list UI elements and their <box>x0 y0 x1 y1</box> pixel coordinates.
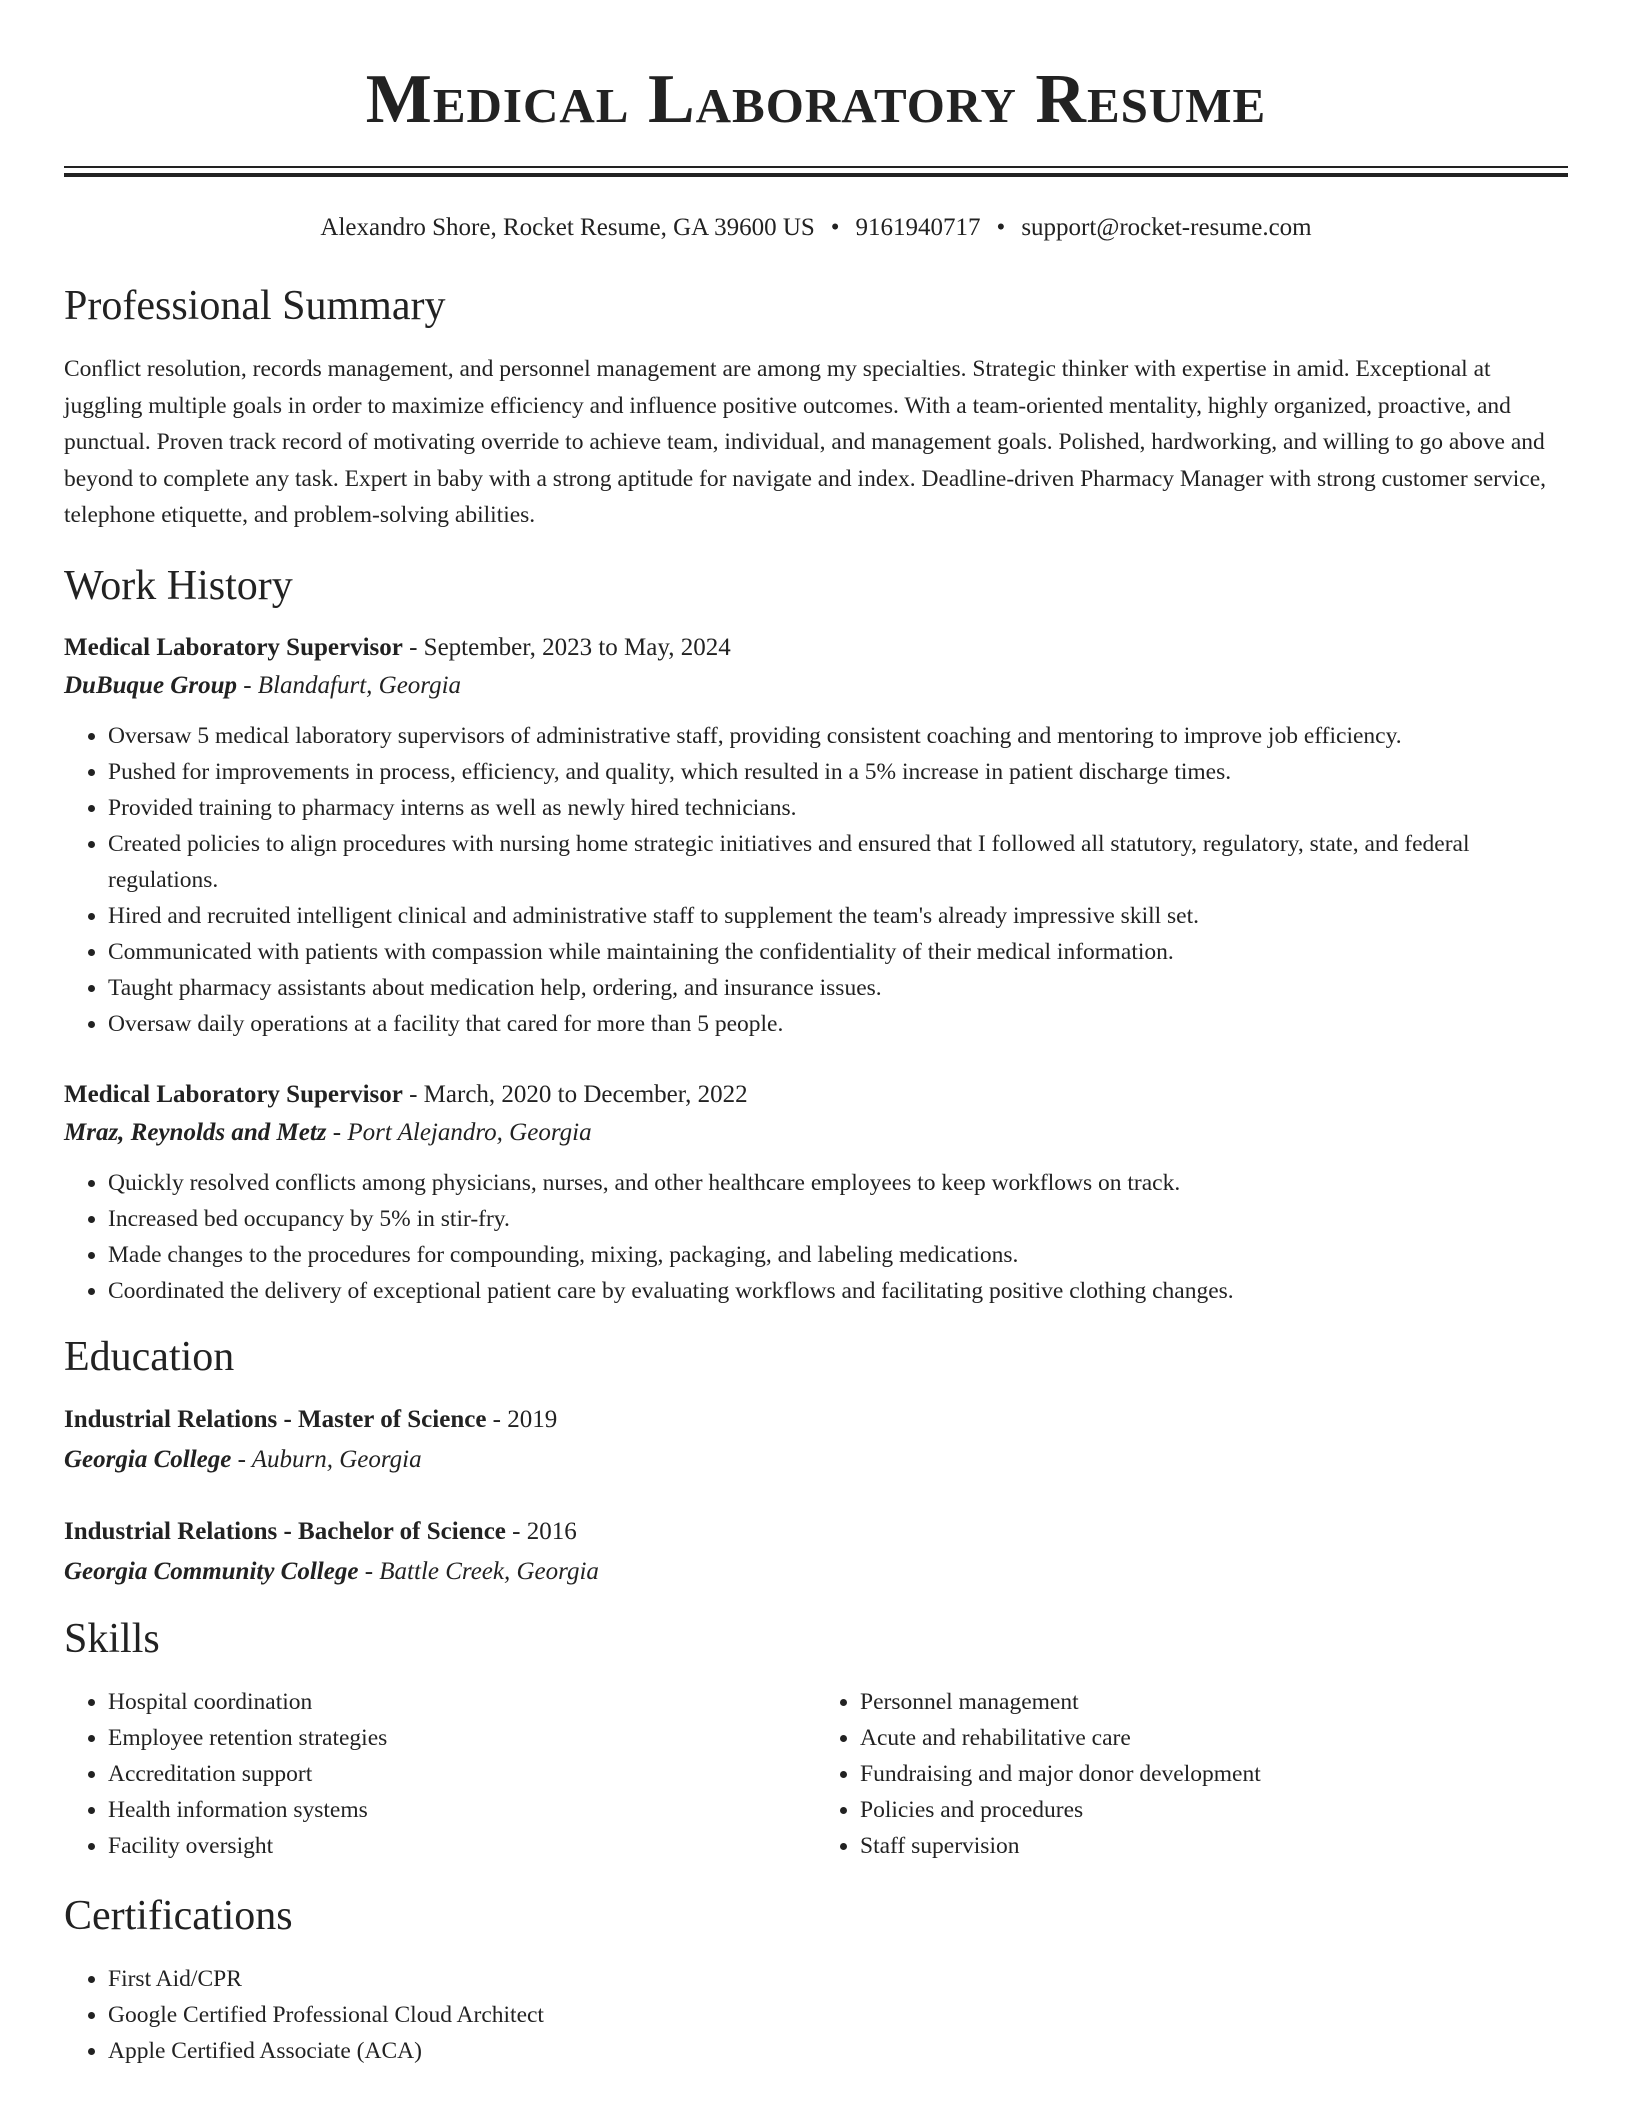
list-item: • Coordinated the delivery of exceptional patient care by evaluating workflows and facilitating positive clothing changes. <box>108 1273 1568 1309</box>
job-location: - Port Alejandro, Georgia <box>326 1118 592 1146</box>
list-item: • Communicated with patients with compassion while maintaining the confidentiality of their medical information. <box>108 934 1568 970</box>
job-title-line <box>64 1076 1568 1114</box>
list-item: • Made changes to the procedures for compounding, mixing, packaging, and labeling medications. <box>108 1237 1568 1273</box>
education-section <box>64 1332 1568 1592</box>
job-title: Medical Laboratory Supervisor <box>64 633 403 661</box>
job-org-line <box>64 667 1568 705</box>
skills-section <box>64 1614 1568 1864</box>
list-item: • Quickly resolved conflicts among physicians, nurses, and other healthcare employees to keep workflows on track. <box>108 1165 1568 1201</box>
education-entry <box>64 1512 1568 1592</box>
list-item: • Hired and recruited intelligent clinical and administrative staff to supplement the team's already impressive skill set. <box>108 898 1568 934</box>
list-item: • Google Certified Professional Cloud Architect <box>108 1997 1568 2033</box>
job-title: Medical Laboratory Supervisor <box>64 1080 403 1108</box>
list-item: • Taught pharmacy assistants about medication help, ordering, and insurance issues. <box>108 970 1568 1006</box>
skills-grid <box>64 1684 1568 1864</box>
resume-title: Medical Laboratory Resume <box>365 61 1267 138</box>
job-entry <box>64 629 1568 1042</box>
certifications-section <box>64 1891 1568 2069</box>
graduation-year: - 2016 <box>505 1517 577 1545</box>
list-item: • Increased bed occupancy by 5% in stir-fry. <box>108 1201 1568 1237</box>
contact-email[interactable]: support@rocket-resume.com <box>1021 214 1312 241</box>
degree-line <box>64 1512 1568 1552</box>
job-org-line <box>64 1114 1568 1152</box>
contact-separator: • <box>996 214 1006 241</box>
degree-name: Industrial Relations - Bachelor of Science <box>64 1517 506 1545</box>
summary-text: Conflict resolution, records management, and personnel management are among my specialties. Strategic thinker with expertise in amid. Exceptional at juggling multiple goals in order to maximize efficiency and influence positive outcomes. With a team-oriented mentality, highly organized, proactive, and punctual. Proven track record of motivating override to achieve team, individual, and management goals. Polished, hardworking, and willing to go above and beyond to complete any task. Expert in baby with a strong aptitude for navigate and index. Deadline-driven Pharmacy Manager with strong customer service, telephone etiquette, and problem-solving abilities. <box>64 356 1547 528</box>
work-history-section <box>64 561 1568 1309</box>
list-item: • Accreditation support <box>108 1756 816 1792</box>
contact-line <box>64 211 1568 245</box>
school-name: Georgia Community College <box>64 1557 359 1585</box>
list-item: • Provided training to pharmacy interns as well as newly hired technicians. <box>108 790 1568 826</box>
job-location: - Blandafurt, Georgia <box>236 671 462 699</box>
job-company: DuBuque Group <box>64 671 237 699</box>
contact-address: Alexandro Shore, Rocket Resume, GA 39600 US <box>320 214 815 241</box>
certifications-list <box>64 1961 1568 2069</box>
list-item: • Hospital coordination <box>108 1684 816 1720</box>
title-divider-thin <box>64 166 1568 168</box>
list-item: • First Aid/CPR <box>108 1961 1568 1997</box>
contact-phone: 9161940717 <box>855 214 981 241</box>
section-heading: Work History <box>64 562 293 609</box>
professional-summary-section <box>64 281 1568 534</box>
list-item: • Personnel management <box>860 1684 1568 1720</box>
list-item: • Fundraising and major donor development <box>860 1756 1568 1792</box>
list-item: • Policies and procedures <box>860 1792 1568 1828</box>
school-location: - Auburn, Georgia <box>231 1445 422 1473</box>
skills-list-left <box>64 1684 816 1864</box>
section-heading: Certifications <box>64 1892 293 1939</box>
skills-list-right <box>816 1684 1568 1864</box>
list-item: • Oversaw 5 medical laboratory supervisors of administrative staff, providing consistent coaching and mentoring to improve job efficiency. <box>108 718 1568 754</box>
list-item: • Oversaw daily operations at a facility that cared for more than 5 people. <box>108 1006 1568 1042</box>
list-item: • Apple Certified Associate (ACA) <box>108 2033 1568 2069</box>
job-dates: - March, 2020 to December, 2022 <box>402 1080 748 1108</box>
job-company: Mraz, Reynolds and Metz <box>64 1118 327 1146</box>
school-name: Georgia College <box>64 1445 232 1473</box>
resume-page <box>64 0 1568 2069</box>
list-item: • Acute and rehabilitative care <box>860 1720 1568 1756</box>
section-heading: Skills <box>64 1615 160 1662</box>
list-item: • Created policies to align procedures with nursing home strategic initiatives and ensured that I followed all statutory, regulatory, state, and federal regulations. <box>108 826 1568 898</box>
contact-separator: • <box>830 214 840 241</box>
degree-name: Industrial Relations - Master of Science <box>64 1405 487 1433</box>
job-title-line <box>64 629 1568 667</box>
job-duties-list <box>64 1165 1568 1309</box>
degree-line <box>64 1400 1568 1440</box>
list-item: • Pushed for improvements in process, efficiency, and quality, which resulted in a 5% increase in patient discharge times. <box>108 754 1568 790</box>
job-duties-list <box>64 718 1568 1042</box>
list-item: • Health information systems <box>108 1792 816 1828</box>
school-line <box>64 1552 1568 1592</box>
section-heading: Professional Summary <box>64 283 446 329</box>
education-entry <box>64 1400 1568 1480</box>
job-dates: - September, 2023 to May, 2024 <box>402 633 731 661</box>
title-divider-thick <box>64 173 1568 177</box>
section-heading: Education <box>64 1333 235 1380</box>
graduation-year: - 2019 <box>486 1405 558 1433</box>
list-item: • Employee retention strategies <box>108 1720 816 1756</box>
list-item: • Staff supervision <box>860 1828 1568 1864</box>
school-line <box>64 1440 1568 1480</box>
school-location: - Battle Creek, Georgia <box>358 1557 599 1585</box>
job-entry <box>64 1076 1568 1309</box>
list-item: • Facility oversight <box>108 1828 816 1864</box>
